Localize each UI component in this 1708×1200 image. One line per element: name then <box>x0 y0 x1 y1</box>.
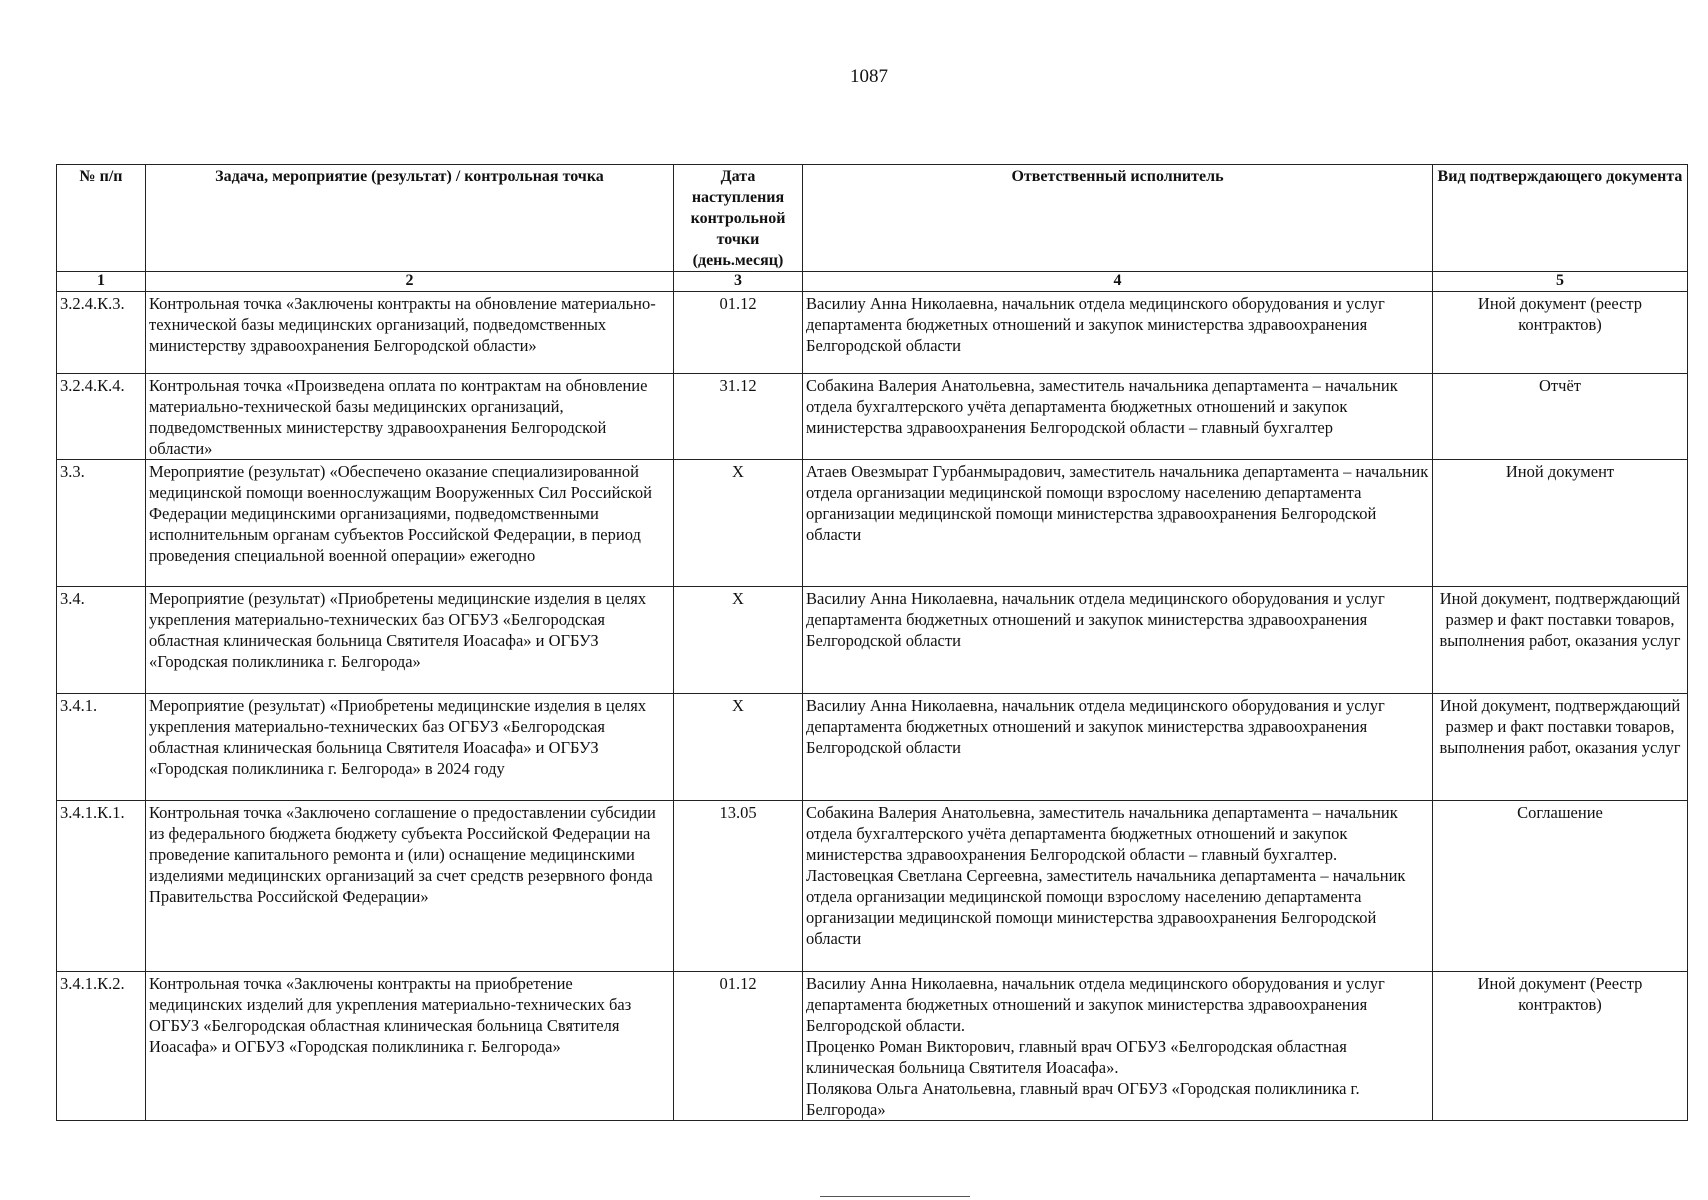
row-executor <box>803 972 1433 1121</box>
executor-entry: Атаев Овезмырат Гурбанмырадович, заместитель начальника департамента – начальник отдела организации медицинской помощи взрослому населению департамента организации медицинской помощи министерства здравоохранения Белгородской области <box>806 462 1429 544</box>
column-number: 2 <box>146 272 674 292</box>
row-task: Контрольная точка «Произведена оплата по контрактам на обновление материально-технической базы медицинских организаций, подведомственных министерству здравоохранения Белгородской области» <box>146 374 674 460</box>
executor-entry: Василиу Анна Николаевна, начальник отдела медицинского оборудования и услуг департамента бюджетных отношений и закупок министерства здравоохранения Белгородской области. <box>806 974 1385 1035</box>
row-date: X <box>674 460 803 587</box>
table-row <box>57 801 1688 972</box>
column-number: 5 <box>1433 272 1688 292</box>
row-document: Иной документ, подтверждающий размер и факт поставки товаров, выполнения работ, оказания услуг <box>1433 694 1688 801</box>
row-document: Отчёт <box>1433 374 1688 460</box>
row-document: Иной документ (Реестр контрактов) <box>1433 972 1688 1121</box>
row-date: 01.12 <box>674 292 803 374</box>
row-date: 31.12 <box>674 374 803 460</box>
row-executor <box>803 801 1433 972</box>
row-task: Контрольная точка «Заключено соглашение о предоставлении субсидии из федерального бюджета бюджету субъекта Российской Федерации на проведение капитального ремонта и (или) оснащение медицинскими изделиями медицинских организаций за счет средств резервного фонда Правительства Российской Федерации» <box>146 801 674 972</box>
row-document: Иной документ, подтверждающий размер и факт поставки товаров, выполнения работ, оказания услуг <box>1433 587 1688 694</box>
header-executor: Ответственный исполнитель <box>803 165 1433 272</box>
row-task: Контрольная точка «Заключены контракты на приобретение медицинских изделий для укрепления материально-технических баз ОГБУЗ «Белгородская областная клиническая больница Святителя Иоасафа» и ОГБУЗ «Городская поликлиника г. Белгорода» <box>146 972 674 1121</box>
row-document: Иной документ <box>1433 460 1688 587</box>
header-num: № п/п <box>57 165 146 272</box>
header-task: Задача, мероприятие (результат) / контрольная точка <box>146 165 674 272</box>
column-number: 4 <box>803 272 1433 292</box>
row-number: 3.4.1.К.1. <box>57 801 146 972</box>
executor-entry: Василиу Анна Николаевна, начальник отдела медицинского оборудования и услуг департамента бюджетных отношений и закупок министерства здравоохранения Белгородской области <box>806 696 1385 757</box>
executor-entry: Проценко Роман Викторович, главный врач ОГБУЗ «Белгородская областная клиническая больница Святителя Иоасафа». <box>806 1037 1347 1077</box>
row-number: 3.4.1.К.2. <box>57 972 146 1121</box>
row-task: Мероприятие (результат) «Обеспечено оказание специализированной медицинской помощи военнослужащим Вооруженных Сил Российской Федерации медицинскими организациями, подведомственными исполнительным органам субъектов Российской Федерации, в период проведения специальной военной операции» ежегодно <box>146 460 674 587</box>
row-document: Иной документ (реестр контрактов) <box>1433 292 1688 374</box>
row-task: Мероприятие (результат) «Приобретены медицинские изделия в целях укрепления материально-технических баз ОГБУЗ «Белгородская областная клиническая больница Святителя Иоасафа» и ОГБУЗ «Городская поликлиника г. Белгорода» в 2024 году <box>146 694 674 801</box>
row-number: 3.3. <box>57 460 146 587</box>
header-date: Дата наступления контрольной точки (день.месяц) <box>674 165 803 272</box>
table-row <box>57 374 1688 460</box>
row-date: 13.05 <box>674 801 803 972</box>
row-task: Контрольная точка «Заключены контракты на обновление материально-технической базы медицинских организаций, подведомственных министерству здравоохранения Белгородской области» <box>146 292 674 374</box>
column-number-row <box>57 272 1688 292</box>
row-document: Соглашение <box>1433 801 1688 972</box>
row-executor <box>803 292 1433 374</box>
executor-entry: Полякова Ольга Анатольевна, главный врач ОГБУЗ «Городская поликлиника г. Белгорода» <box>806 1079 1360 1119</box>
column-number: 1 <box>57 272 146 292</box>
row-executor <box>803 460 1433 587</box>
executor-entry: Василиу Анна Николаевна, начальник отдела медицинского оборудования и услуг департамента бюджетных отношений и закупок министерства здравоохранения Белгородской области <box>806 294 1385 355</box>
row-date: X <box>674 694 803 801</box>
row-number: 3.2.4.К.3. <box>57 292 146 374</box>
row-number: 3.4.1. <box>57 694 146 801</box>
page-number: 1087 <box>850 66 888 87</box>
row-executor <box>803 374 1433 460</box>
row-executor <box>803 587 1433 694</box>
row-date: X <box>674 587 803 694</box>
control-points-table <box>56 164 1688 1121</box>
header-row <box>57 165 1688 272</box>
row-executor <box>803 694 1433 801</box>
row-number: 3.4. <box>57 587 146 694</box>
executor-entry: Собакина Валерия Анатольевна, заместитель начальника департамента – начальник отдела бухгалтерского учёта департамента бюджетных отношений и закупок министерства здравоохранения Белгородской области – главный бухгалтер <box>806 376 1398 437</box>
column-number: 3 <box>674 272 803 292</box>
executor-entry: Собакина Валерия Анатольевна, заместитель начальника департамента – начальник отдела бухгалтерского учёта департамента бюджетных отношений и закупок министерства здравоохранения Белгородской области – главный бухгалтер. <box>806 803 1398 864</box>
footer-rule <box>820 1196 970 1197</box>
table-row <box>57 292 1688 374</box>
row-task: Мероприятие (результат) «Приобретены медицинские изделия в целях укрепления материально-технических баз ОГБУЗ «Белгородская областная клиническая больница Святителя Иоасафа» и ОГБУЗ «Городская поликлиника г. Белгорода» <box>146 587 674 694</box>
table-row <box>57 460 1688 587</box>
executor-entry: Василиу Анна Николаевна, начальник отдела медицинского оборудования и услуг департамента бюджетных отношений и закупок министерства здравоохранения Белгородской области <box>806 589 1385 650</box>
row-number: 3.2.4.К.4. <box>57 374 146 460</box>
table-row <box>57 587 1688 694</box>
table-row <box>57 972 1688 1121</box>
row-date: 01.12 <box>674 972 803 1121</box>
table-row <box>57 694 1688 801</box>
executor-entry: Ластовецкая Светлана Сергеевна, заместитель начальника департамента – начальник отдела организации медицинской помощи взрослому населению департамента организации медицинской помощи министерства здравоохранения Белгородской области <box>806 866 1406 948</box>
header-doc: Вид подтверждающего документа <box>1433 165 1688 272</box>
